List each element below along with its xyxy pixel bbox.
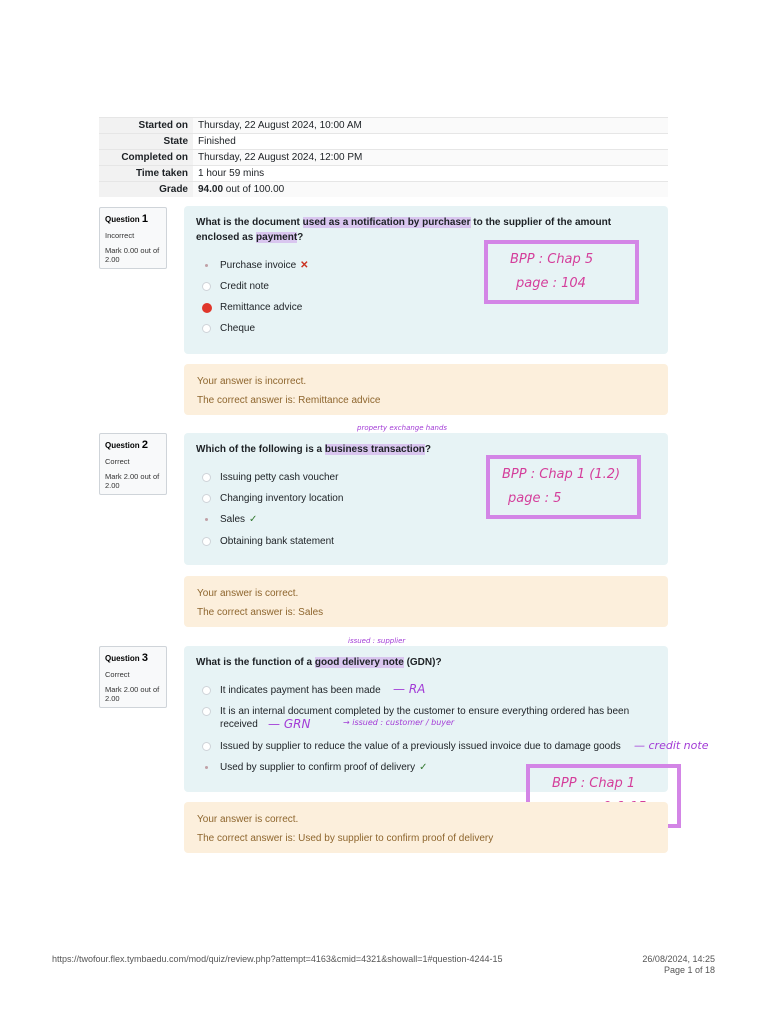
radio-button[interactable] — [202, 282, 211, 291]
answer-option[interactable]: Issued by supplier to reduce the value of a previously issued invoice due to damage goods — [202, 740, 621, 753]
question-info-3 — [99, 646, 167, 708]
summary-value: 1 hour 59 mins — [193, 166, 668, 182]
handwritten-annotation: — RA — [393, 682, 426, 696]
feedback-text: Your answer is correct. — [197, 588, 299, 599]
question-status: Incorrect — [105, 231, 135, 240]
attempt-summary-table — [99, 117, 668, 197]
incorrect-icon: ✕ — [300, 260, 309, 271]
question-number: Question 2 — [105, 439, 149, 451]
reference-note-2: BPP : Chap 1 (1.2) page : 5 — [486, 455, 641, 519]
answer-option[interactable]: Changing inventory location — [202, 492, 343, 505]
question-text: What is the document used as a notification by purchaser to the supplier of the amount enclosed as payment? — [196, 217, 612, 243]
correct-answer-text: The correct answer is: Used by supplier to confirm proof of delivery — [197, 833, 494, 844]
page-url: https://twofour.flex.tymbaedu.com/mod/quiz/review.php?attempt=4163&cmid=4321&showall=1#question-4244-15 — [52, 954, 503, 964]
print-datetime: 26/08/2024, 14:25 — [642, 954, 715, 964]
radio-button[interactable] — [202, 324, 211, 333]
feedback-text: Your answer is incorrect. — [197, 376, 307, 387]
feedback-3 — [184, 802, 668, 853]
summary-row — [99, 166, 668, 182]
summary-label: State — [99, 134, 193, 150]
summary-value: Thursday, 22 August 2024, 10:00 AM — [193, 118, 668, 134]
question-number: Question 1 — [105, 213, 149, 225]
answer-option[interactable]: Used by supplier to confirm proof of delivery ✓ — [202, 761, 427, 774]
correct-answer-text: The correct answer is: Sales — [197, 607, 324, 618]
summary-row — [99, 118, 668, 134]
answer-option[interactable]: It indicates payment has been made — [202, 684, 381, 697]
answer-option[interactable]: Remittance advice — [202, 301, 302, 314]
radio-button-selected[interactable] — [202, 763, 209, 770]
question-mark: Mark 0.00 out of 2.00 — [105, 246, 160, 264]
question-info-2 — [99, 433, 167, 495]
answer-option[interactable]: Credit note — [202, 280, 269, 293]
handwritten-annotation: — credit note — [634, 739, 709, 752]
question-info-1 — [99, 207, 167, 269]
answer-option[interactable]: Issuing petty cash voucher — [202, 471, 338, 484]
radio-button[interactable] — [202, 742, 211, 751]
grade-score: 94.00 — [198, 184, 224, 195]
handwritten-annotation: property exchange hands — [357, 424, 448, 432]
handwritten-annotation: → issued : customer / buyer — [343, 718, 455, 727]
question-mark: Mark 2.00 out of 2.00 — [105, 685, 160, 703]
reference-note-3: BPP : Chap 1 — [526, 764, 681, 828]
question-text: What is the function of a good delivery note (GDN)? — [196, 657, 442, 668]
radio-button[interactable] — [202, 537, 211, 546]
answer-option[interactable]: Obtaining bank statement — [202, 535, 334, 548]
grade-total: out of 100.00 — [223, 184, 285, 195]
correct-icon: ✓ — [249, 514, 258, 525]
radio-button[interactable] — [202, 707, 211, 716]
summary-label: Time taken — [99, 166, 193, 182]
question-number: Question 3 — [105, 652, 149, 664]
summary-row — [99, 134, 668, 150]
feedback-1 — [184, 364, 668, 415]
handwritten-annotation: issued : supplier — [348, 637, 406, 645]
question-text: Which of the following is a business transaction? — [196, 444, 432, 455]
radio-button[interactable] — [202, 494, 211, 503]
question-status: Correct — [105, 457, 130, 466]
summary-value: Thursday, 22 August 2024, 12:00 PM — [193, 150, 668, 166]
radio-button-selected[interactable] — [202, 515, 209, 522]
handwritten-annotation: — GRN — [268, 717, 311, 731]
question-status: Correct — [105, 670, 130, 679]
answer-option[interactable]: Purchase invoice ✕ — [202, 259, 309, 272]
summary-row — [99, 182, 668, 198]
radio-button[interactable] — [202, 686, 211, 695]
page-number: Page 1 of 18 — [663, 965, 715, 975]
reference-note-1: BPP : Chap 5 page : 104 — [484, 240, 639, 304]
radio-button[interactable] — [202, 261, 209, 268]
summary-label: Grade — [99, 182, 193, 198]
answer-option[interactable]: It is an internal document completed by the customer to ensure everything ordered has been received — [202, 705, 642, 731]
radio-button-selected[interactable] — [202, 303, 212, 313]
answer-option[interactable]: Sales ✓ — [202, 513, 257, 526]
summary-label: Completed on — [99, 150, 193, 166]
summary-value: Finished — [193, 134, 668, 150]
correct-icon: ✓ — [419, 762, 428, 773]
correct-answer-text: The correct answer is: Remittance advice — [197, 395, 381, 406]
feedback-2 — [184, 576, 668, 627]
summary-label: Started on — [99, 118, 193, 134]
question-mark: Mark 2.00 out of 2.00 — [105, 472, 160, 490]
grade-value — [193, 182, 668, 198]
radio-button[interactable] — [202, 473, 211, 482]
summary-row — [99, 150, 668, 166]
answer-option[interactable]: Cheque — [202, 322, 255, 335]
feedback-text: Your answer is correct. — [197, 814, 299, 825]
